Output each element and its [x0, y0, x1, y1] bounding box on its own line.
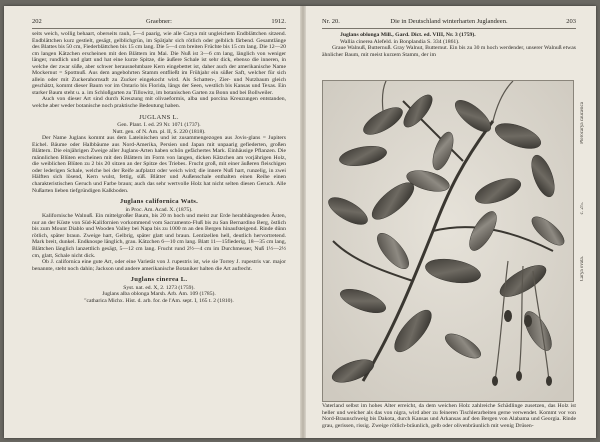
left-page-number: 202: [32, 18, 42, 25]
right-running-head: [322, 18, 576, 28]
juglans-genus-paragraph: Der Name Juglans kommt aus dem Lateinischen und ist zusammengezogen aus Jovis-glans = Jupiters Eichel. Bäume oder Halbbäume aus Nord-Amerika, Persien und Japan mit unpaarig gefiederten, großen Blättern. Die einjährigen Zweige aller Juglans-Arten haben schön gefächertes Mark. Einhäusige Pflanzen. Die männlichen Blüten erscheinen mit den Blättern im Form von langen, dicken Kätzchen am vorjährigen Holz, die weiblichen Blüten zu 2 bis 20 sitzen an der Spitze des Triebes. Frucht groß, mit einer äußeren fleischigen oder lederigen Schale, welche bei der Reife aufplatzt oder weich wird; die innere Nuß hart, runzelig, in zwei Hälften sich lösend, Kern wulst, fettig, süß. Blätter und Außenschale enthalten einen Reihe einen charakteristischen Geruch und Farbe braun; auch das sehr wertvolle Holz hat nicht selten diesen Geruch. Alle Nußarten lieben tiefgründigen Kalkboden.: [32, 135, 286, 194]
right-page-top-body: [322, 32, 576, 78]
juglans-californica-paragraph-2: Ob J. californica eine gute Art, oder eine Varietät von J. rupestris ist, wie sie Torrey J. rupestris var. major benannte, steht noch dahin; Jackson und andere amerikanische Botaniker halten die Art aufrecht.: [32, 259, 286, 272]
right-page: [306, 6, 596, 438]
juglans-cinerea-heading: Juglans cinerea L.: [130, 276, 188, 284]
right-head-rule: [322, 28, 576, 29]
right-running-head-center: Die in Deutschland winterharten Juglandeen.: [390, 18, 508, 25]
juglans-californica-heading: Juglans californica Wats.: [119, 198, 199, 206]
foliage-illustration: [323, 81, 573, 401]
left-running-head: [32, 18, 286, 28]
butternut-continuation-paragraph: Vaterland selbst im hohes Alter erreicht, da dem weichen Holz zahlreiche Schädlinge zusetzen, das Holz ist heller und weicher als das von nigra, wird aber zu feineren Tischlerarbeiten gerne verwendet. Kommt vor von Nord-Braunschweig bis Dakota, durch Kansas und Arkansas auf den Bergen von Alabama und Georgia. Rinde grau, gerissen, rissig. Zweige rötlich-bräunlich, gelb oder olivenbräunlich mit wenig Drüsen-: [322, 403, 576, 429]
juglans-cinerea-citation-2: Juglans alba oblonga Marsh. Arb. Am. 109 (1785).: [102, 291, 216, 298]
left-running-head-center: Graebner:: [146, 18, 172, 25]
book-spread: [4, 6, 596, 438]
wallia-cinerea-line: Wallia cinerea Alefeld. in Bonplandia S. 334 (1861).: [340, 38, 460, 45]
left-head-rule: [32, 28, 286, 29]
right-running-head-left: Nr. 20.: [322, 18, 340, 25]
right-page-bottom-body: [322, 403, 576, 436]
left-running-head-right: 1912.: [271, 18, 286, 25]
botanical-plate-photo: [322, 80, 574, 402]
juglans-citation-2: Nutt. gen. of N. Am. pl. II, S. 220 (1818).: [112, 128, 206, 135]
left-page-body: [32, 31, 286, 431]
carya-description-paragraph: seits weich, wollig behaart, oberseits rauh, 5—4 paarig, wie alle Carya mit ungleichem Endblättchen sitzend. Endblättchen kurz gestielt, gesägt, gelblichgrün, im Spätjahr sich rötlich oder gelblich färbend. Gesamtlänge des Blattes bis 50 cm, Fiederblättchen bis 15 cm lang. Die 5—4 cm breiten Früchte bis 15 cm lang. Die 12—20 cm langen Kätzchen erscheinen mit den Blättern im Mai. Die Nuß ist 3—6 cm lang, länglich von weniger länger, rundlich und glatt und hat eine kurze Spitze, die äußere Schale ist sehr dick, ebenso die inneren, in welche der zwar süße, aber schwer herausnehmbare Kern eingebettet ist, daher auch der amerikanische Name Mockernut = Spottnuß. Aus dem angebohrten Stamm entfließt im Frühjahr ein süßer Saft, welcher für sich allein oder mit Zuckerahornsaft zu Zucker eingekocht wird. Als Schatten-, Zier- und Nutzbaum gleich geschätzt, kommt dieser Baum vor im Ontario bis Florida, längs der Seen, westlich bis Kansas und Texas. Ein starker Baum steht u. a. im Schloßgarten zu Tillowitz, im botanischen Garten zu Bonn und bei Bollweiler.: [32, 31, 286, 96]
plate-caption-pterocarya: Pterocarya caucasica: [580, 102, 585, 144]
gray-walnut-paragraph: Graue Walnuß, Butternuß. Gray Walnut, Butternut. Ein bis zu 30 m hoch werdender, unserer Walnuß etwas ähnlicher Baum, mit meist kurzem Stamm, der im: [322, 45, 576, 58]
carya-hybrid-paragraph: Auch von dieser Art sind durch Kreuzung mit olivaeformis, alba und porcina Kreuzungen entstanden, welche aber weder botanische noch praktische Bedeutung haben.: [32, 96, 286, 110]
plate-caption-scale: c. 2/5.: [580, 202, 585, 215]
juglans-oblonga-heading: Juglans oblonga Mill., Gard. Dict. ed. VIII, Nr. 3 (1759).: [340, 32, 476, 38]
juglans-cinerea-citation-1: Syst. nat. ed. X, 2. 1273 (1759).: [123, 284, 195, 291]
juglans-citation-1: Gen. Plant. I. ed. 29 Nr. 1071 (1737).: [117, 122, 201, 129]
left-page: [4, 6, 300, 438]
juglans-californica-paragraph: Kalifornische Walnuß. Ein mittelgroßer Baum, bis 20 m hoch und meist zur Erde herabhängenden Ästen, nur an der Küste von Süd-Kalifornien vorkommend vom Sacramento-Fluß bis zu San Bernardino Berg, östlich bis zum Mount Diablo und Wooden Valley bei Napa bis zu 1000 m an den Bergen hinaufsteigend. Rinde dünn rötlich, später braun. Zweige hart, Gelbrig, später glatt und braun. Lentizellen hell, deutlich hervortretend. Mark breit, dunkel. Endknospe länglich, grau. Kätzchen 6—10 cm lang. Blatt 11—15fiederig, 18—35 cm lang, Blättchen länglich lanzettlich gesägt, 5—12 cm lang. Frucht rund 2½—4 cm im Durchmesser, Nuß 1½—2½ cm, glatt, Schale nicht dick.: [32, 213, 286, 259]
juglans-californica-citation: in Proc. Am. Acad. X. (1875).: [125, 206, 193, 213]
juglans-genus-heading: JUGLANS L.: [139, 113, 179, 121]
juglans-cinerea-citation-3: "catharica Michx. Hist. d. arb. for. de l'Am. sept. I, 165 t. 2 (1810).: [84, 297, 234, 304]
plate-caption-carya-ovata: Carya ovata.: [580, 256, 585, 282]
right-page-number: 203: [566, 18, 576, 25]
